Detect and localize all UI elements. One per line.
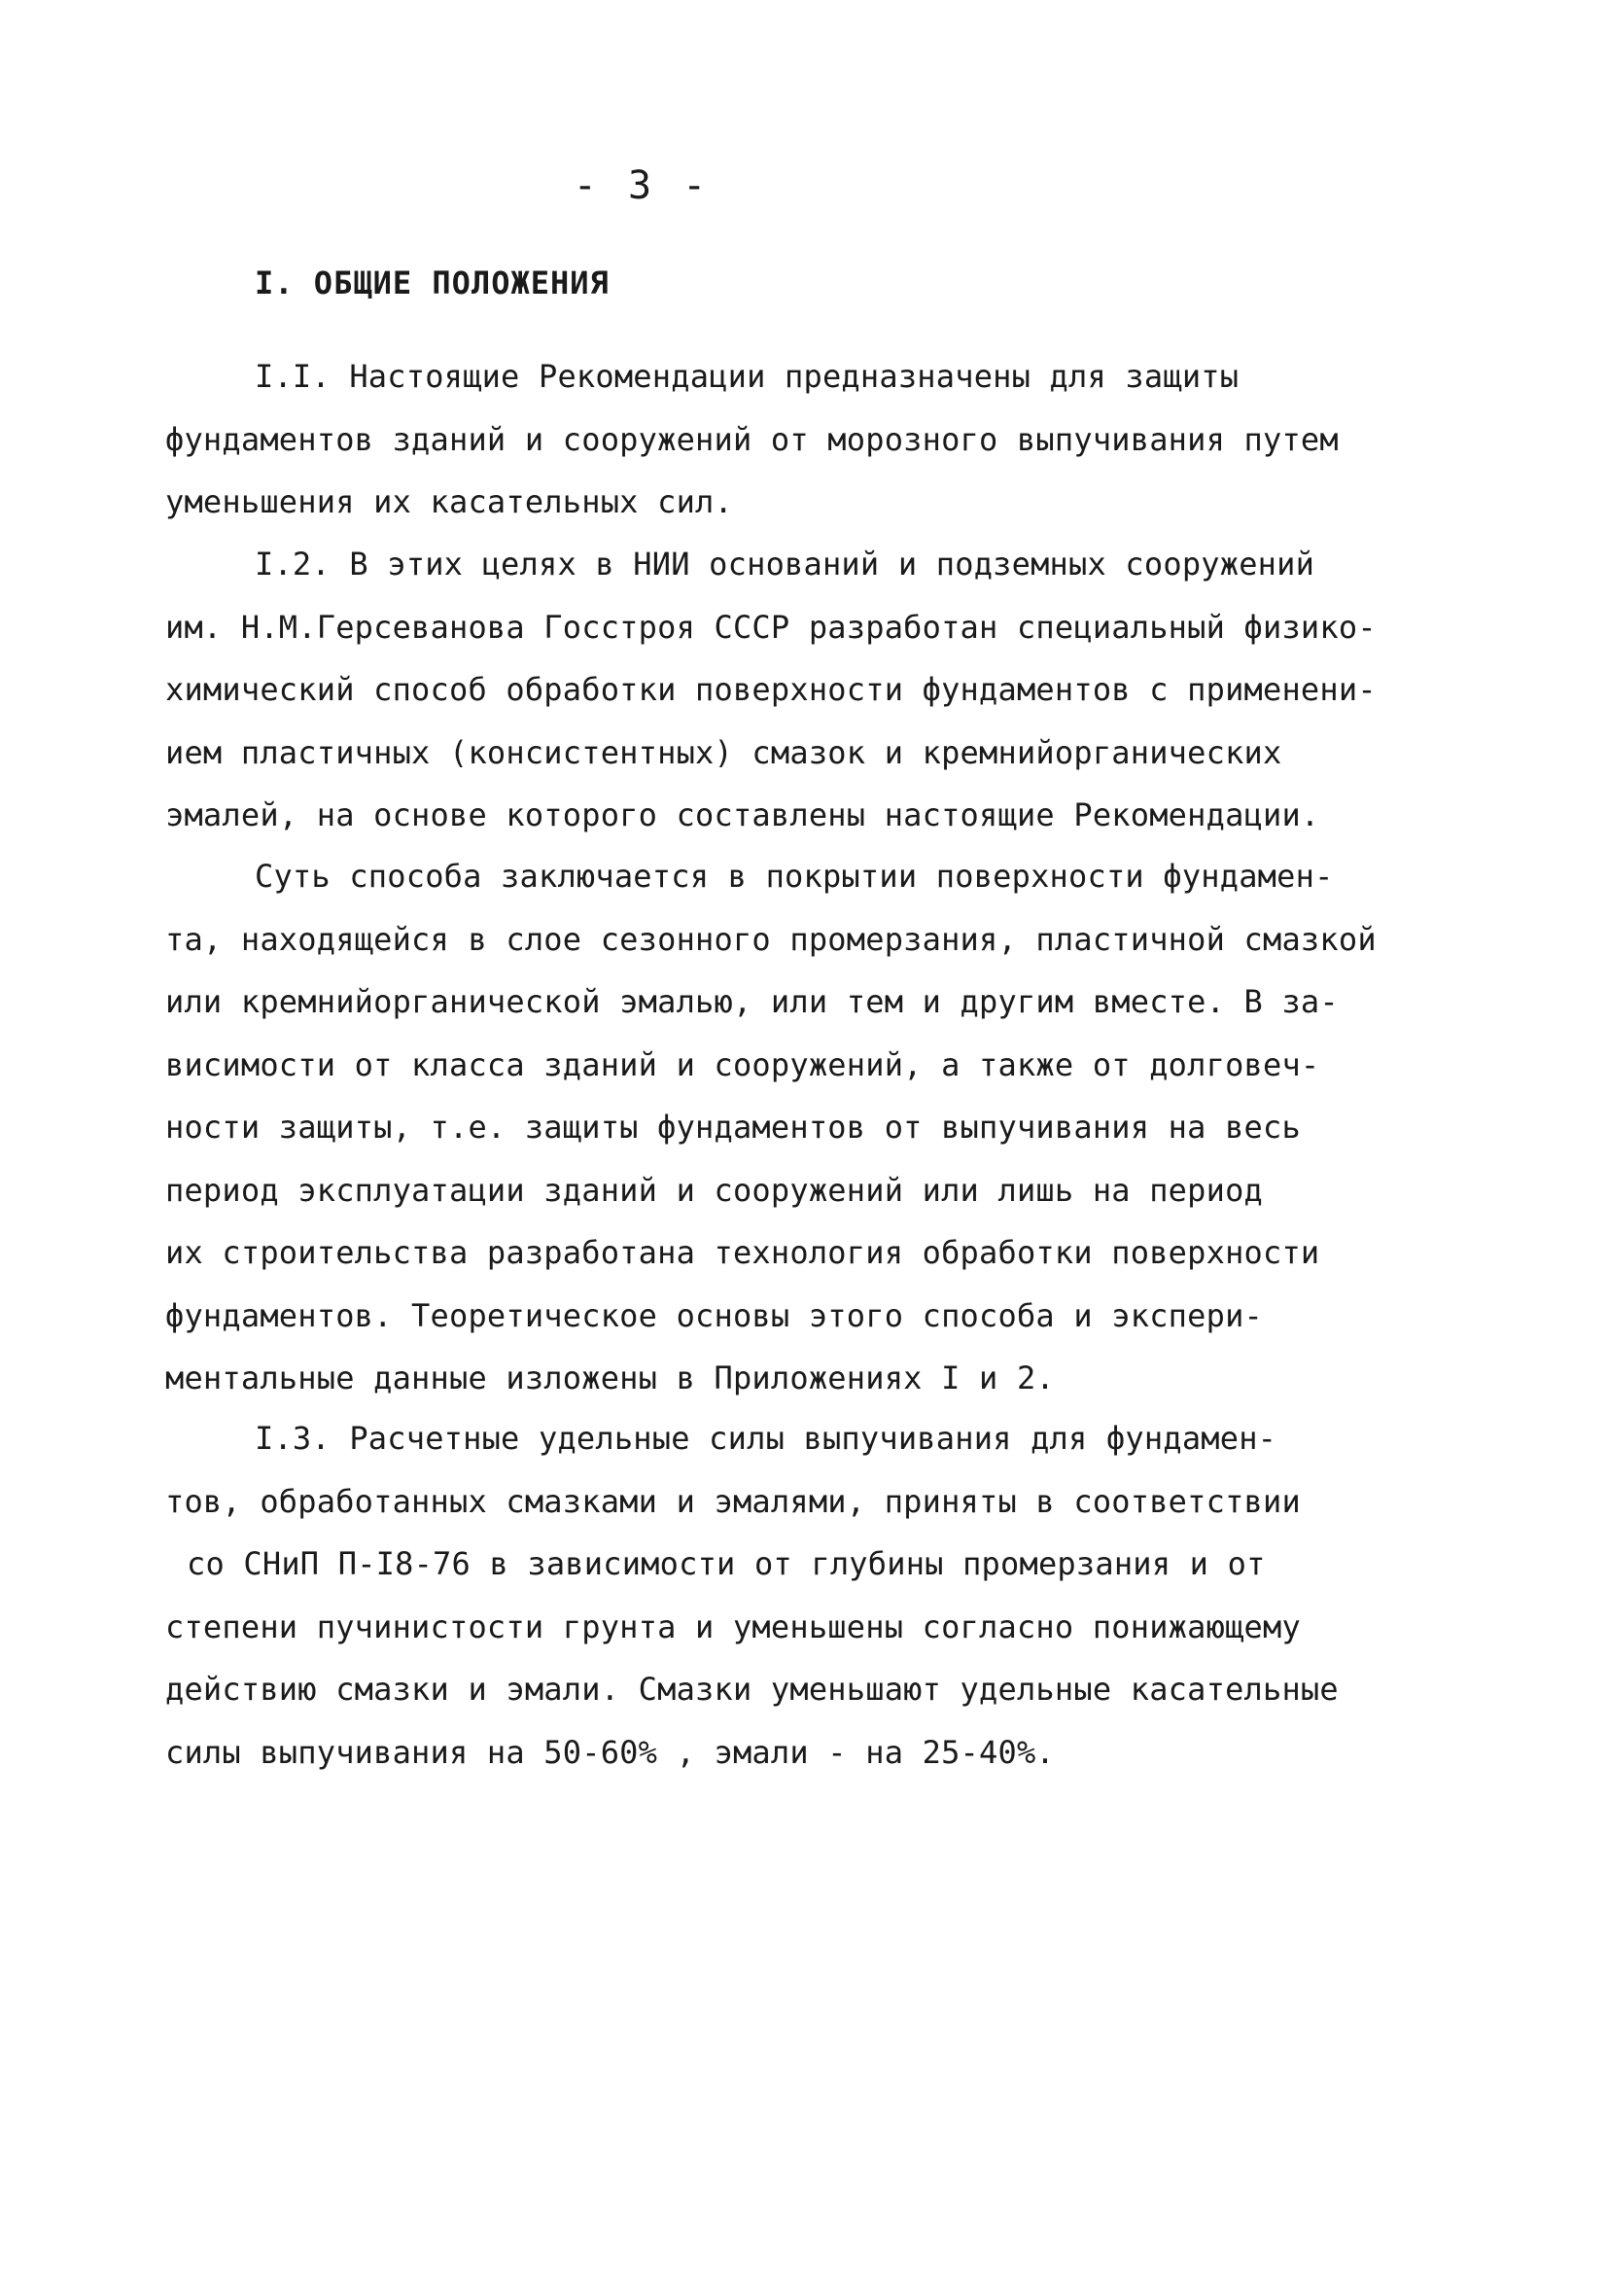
- paragraph-1-2: [165, 533, 1400, 847]
- page-number: - 3 -: [573, 163, 711, 208]
- text-line: ментальные данные изложены в Приложениях I и 2.: [165, 1360, 1055, 1396]
- text-line: ием пластичных (консистентных) смазок и кремнийорганических: [165, 733, 1282, 771]
- text-line: их строительства разработана технология обработки поверхности: [165, 1234, 1320, 1271]
- text-line: химический способ обработки поверхности фундаментов с применени-: [165, 671, 1377, 708]
- text-line: I.3. Расчетные удельные силы выпучивания для фундамен-: [255, 1420, 1277, 1457]
- text-line: тов, обработанных смазками и эмалями, приняты в соответствии: [165, 1482, 1301, 1520]
- text-line: силы выпучивания на 50-60% , эмали - на 25-40%.: [165, 1733, 1055, 1771]
- text-line: или кремнийорганической эмалью, или тем и другим вместе. В за-: [165, 983, 1339, 1020]
- text-line: со СНиП П-I8-76 в зависимости от глубины промерзания и от: [187, 1545, 1266, 1582]
- paragraph-1-1: [165, 345, 1400, 534]
- text-line: действию смазки и эмали. Смазки уменьшают удельные касательные: [165, 1671, 1339, 1708]
- paragraph-method-essence: [165, 845, 1400, 1410]
- text-line: фундаментов зданий и сооружений от морозного выпучивания путем: [165, 420, 1339, 458]
- text-line: висимости от класса зданий и сооружений, а также от долговеч-: [165, 1045, 1320, 1083]
- section-heading: I. ОБЩИЕ ПОЛОЖЕНИЯ: [255, 265, 610, 301]
- text-line: Суть способа заключается в покрытии поверхности фундамен-: [255, 858, 1334, 895]
- text-line: ности защиты, т.е. защиты фундаментов от выпучивания на весь: [165, 1109, 1301, 1146]
- text-line: фундаментов. Теоретическое основы этого способа и экспери-: [165, 1296, 1264, 1334]
- text-line: период эксплуатации зданий и сооружений или лишь на период: [165, 1171, 1264, 1209]
- text-line: та, находящейся в слое сезонного промерзания, пластичной смазкой: [165, 920, 1377, 958]
- text-line: I.2. В этих целях в НИИ оснований и подземных сооружений: [255, 546, 1315, 583]
- paragraph-1-3: [165, 1407, 1400, 1784]
- text-line: им. Н.М.Герсеванова Госстроя СССР разработан специальный физико-: [165, 608, 1377, 646]
- text-line: I.I. Настоящие Рекомендации предназначены для защиты: [255, 358, 1240, 395]
- text-line: уменьшения их касательных сил.: [165, 483, 733, 520]
- text-line: эмалей, на основе которого составлены настоящие Рекомендации.: [165, 796, 1320, 833]
- text-line: степени пучинистости грунта и уменьшены согласно понижающему: [165, 1607, 1301, 1645]
